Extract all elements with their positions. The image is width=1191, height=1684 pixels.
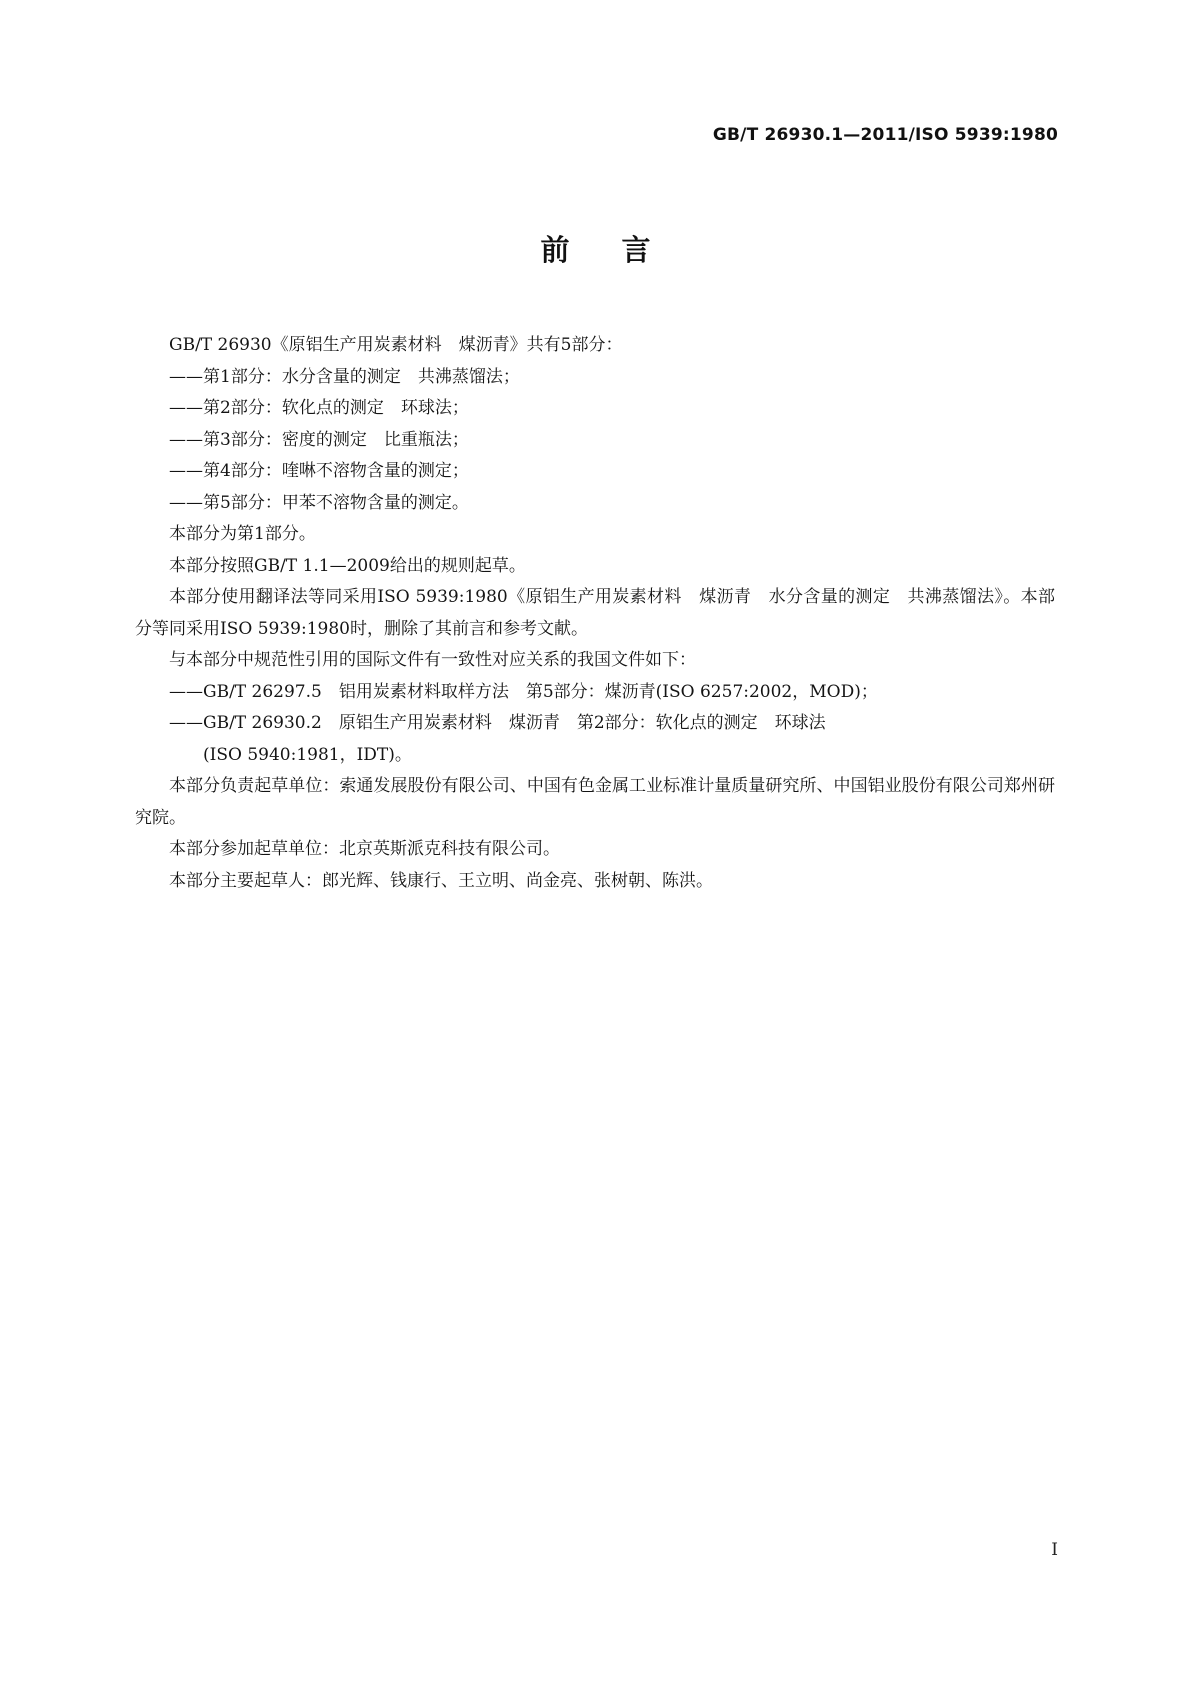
participating-units: 本部分参加起草单位：北京英斯派克科技有限公司。: [169, 839, 560, 859]
drafting-rule-statement: 本部分按照GB/T 1.1—2009给出的规则起草。: [169, 555, 526, 576]
part-list-item: ——第1部分：水分含量的测定 共沸蒸馏法；: [169, 366, 520, 387]
page-number: I: [1051, 1540, 1058, 1560]
foreword-body: [135, 330, 1055, 897]
reference-item: ——GB/T 26930.2 原铝生产用炭素材料 煤沥青 第2部分：软化点的测定 环球法: [169, 713, 826, 733]
main-drafters: 本部分主要起草人：郎光辉、钱康行、王立明、尚金亮、张树朝、陈洪。: [169, 870, 713, 891]
adoption-statement: 本部分使用翻译法等同采用ISO 5939:1980《原铝生产用炭素材料 煤沥青 水分含量的测定 共沸蒸馏法》。本部分等同采用ISO 5939:1980时，删除了其前言和参考文献。: [135, 587, 1055, 639]
reference-item-continuation: (ISO 5940:1981，IDT)。: [203, 744, 412, 765]
responsible-units: 本部分负责起草单位：索通发展股份有限公司、中国有色金属工业标准计量质量研究所、中国铝业股份有限公司郑州研究院。: [135, 776, 1055, 828]
reference-item: ——GB/T 26297.5 铝用炭素材料取样方法 第5部分：煤沥青(ISO 6257:2002，MOD)；: [169, 681, 878, 702]
part-list-item: ——第3部分：密度的测定 比重瓶法；: [169, 429, 469, 450]
page-title: 前言: [540, 233, 703, 267]
part-statement: 本部分为第1部分。: [169, 524, 316, 544]
part-list-item: ——第2部分：软化点的测定 环球法；: [169, 398, 469, 418]
standard-number: GB/T 26930.1—2011/ISO 5939:1980: [712, 125, 1058, 145]
intro-paragraph: GB/T 26930《原铝生产用炭素材料 煤沥青》共有5部分：: [169, 335, 623, 355]
part-list-item: ——第4部分：喹啉不溶物含量的测定；: [169, 461, 469, 481]
part-list-item: ——第5部分：甲苯不溶物含量的测定。: [169, 492, 469, 513]
reference-intro: 与本部分中规范性引用的国际文件有一致性对应关系的我国文件如下：: [169, 650, 696, 670]
